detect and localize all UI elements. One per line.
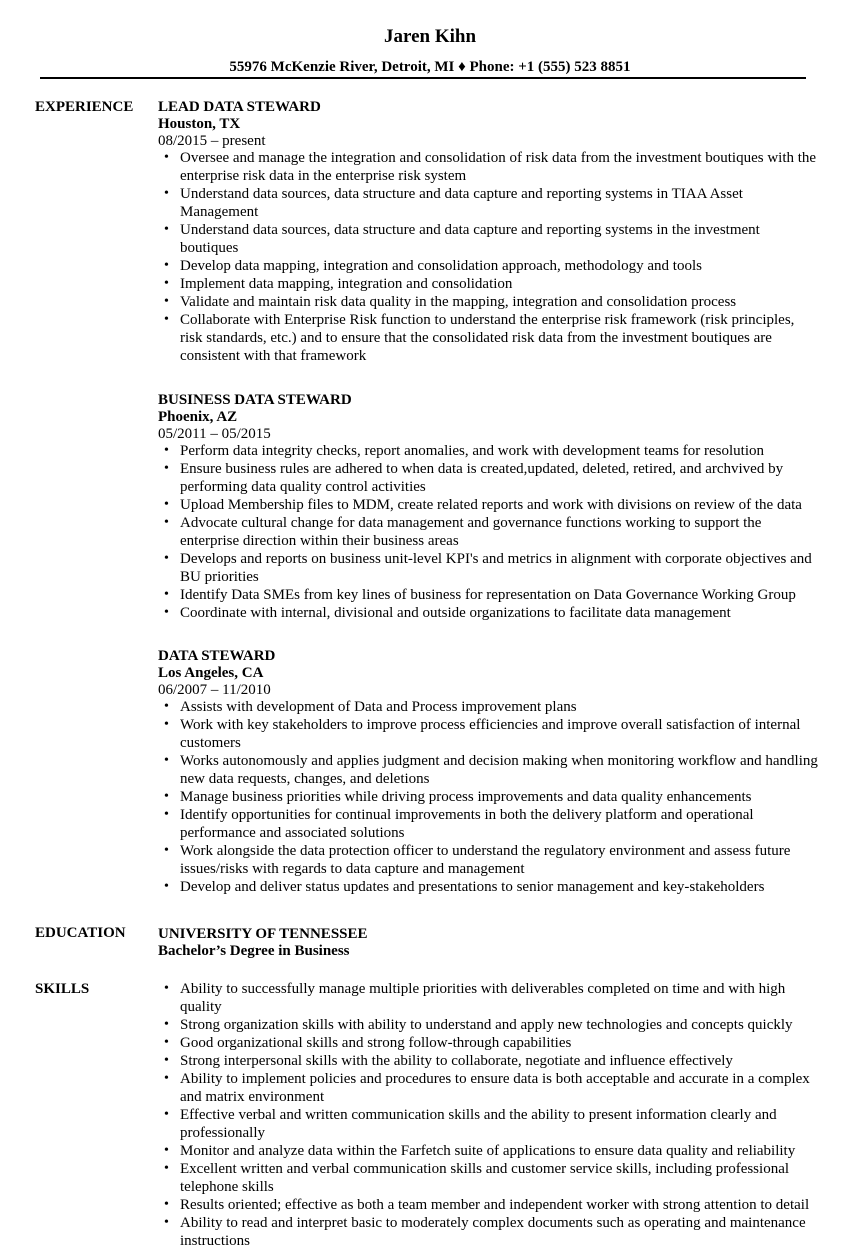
job-location: Phoenix, AZ <box>158 409 238 425</box>
job-bullets <box>158 149 818 365</box>
list-item: • Oversee and manage the integration and consolidation of risk data from the investment boutiques with the enterprise risk data in the enterprise risk system <box>158 149 818 185</box>
list-item: • Assists with development of Data and Process improvement plans <box>158 698 818 716</box>
job-title: LEAD DATA STEWARD <box>158 99 321 115</box>
list-item: • Strong interpersonal skills with the ability to collaborate, negotiate and influence effectively <box>158 1052 818 1070</box>
job-entry <box>158 98 818 365</box>
job-title: DATA STEWARD <box>158 648 276 664</box>
skills-list-block <box>158 980 818 1250</box>
list-item: • Develops and reports on business unit-level KPI's and metrics in alignment with corporate objectives and BU priorities <box>158 550 818 586</box>
list-item: • Implement data mapping, integration and consolidation <box>158 275 818 293</box>
list-item: • Effective verbal and written communication skills and the ability to present information clearly and professionally <box>158 1106 818 1142</box>
list-item: • Identify Data SMEs from key lines of business for representation on Data Governance Working Group <box>158 586 818 604</box>
list-item: • Understand data sources, data structure and data capture and reporting systems in TIAA Asset Management <box>158 185 818 221</box>
job-location: Los Angeles, CA <box>158 665 264 681</box>
list-item: • Advocate cultural change for data management and governance functions working to support the enterprise direction within their business areas <box>158 514 818 550</box>
list-item: • Excellent written and verbal communication skills and customer service skills, including professional telephone skills <box>158 1160 818 1196</box>
job-bullets <box>158 698 818 896</box>
list-item: • Ensure business rules are adhered to when data is created,updated, deleted, retired, and archvived by performing data quality control activities <box>158 460 818 496</box>
list-item: • Good organizational skills and strong follow-through capabilities <box>158 1034 818 1052</box>
list-item: • Work alongside the data protection officer to understand the regulatory environment and assess future issues/risks with regards to data capture and management <box>158 842 818 878</box>
list-item: • Works autonomously and applies judgment and decision making when monitoring workflow and handling new data requests, changes, and deletions <box>158 752 818 788</box>
list-item: • Upload Membership files to MDM, create related reports and work with divisions on review of the data <box>158 496 818 514</box>
list-item: • Coordinate with internal, divisional and outside organizations to facilitate data management <box>158 604 818 622</box>
section-label-skills: SKILLS <box>35 981 90 997</box>
list-item: • Work with key stakeholders to improve process efficiencies and improve overall satisfaction of internal customers <box>158 716 818 752</box>
job-dates: 06/2007 – 11/2010 <box>158 682 271 698</box>
skills-list <box>158 980 818 1250</box>
list-item: • Validate and maintain risk data quality in the mapping, integration and consolidation process <box>158 293 818 311</box>
section-label-experience: EXPERIENCE <box>35 99 134 115</box>
job-entry <box>158 647 818 896</box>
list-item: • Ability to implement policies and procedures to ensure data is both acceptable and accurate in a complex and matrix environment <box>158 1070 818 1106</box>
section-label-education: EDUCATION <box>35 925 126 941</box>
list-item: • Monitor and analyze data within the Farfetch suite of applications to ensure data quality and reliability <box>158 1142 818 1160</box>
list-item: • Develop and deliver status updates and presentations to senior management and key-stakeholders <box>158 878 818 896</box>
degree: Bachelor’s Degree in Business <box>158 943 350 959</box>
header-divider <box>40 77 806 79</box>
list-item: • Understand data sources, data structure and data capture and reporting systems in the investment boutiques <box>158 221 818 257</box>
list-item: • Results oriented; effective as both a team member and independent worker with strong attention to detail <box>158 1196 818 1214</box>
list-item: • Collaborate with Enterprise Risk function to understand the enterprise risk framework (risk principles, risk standards, etc.) and to ensure that the consolidated risk data from the investment boutiques are consistent with that framework <box>158 311 818 365</box>
list-item: • Develop data mapping, integration and consolidation approach, methodology and tools <box>158 257 818 275</box>
job-bullets <box>158 442 818 622</box>
job-dates: 08/2015 – present <box>158 133 266 149</box>
candidate-name: Jaren Kihn <box>383 26 477 47</box>
list-item: • Manage business priorities while driving process improvements and data quality enhancements <box>158 788 818 806</box>
list-item: • Strong organization skills with ability to understand and apply new technologies and concepts quickly <box>158 1016 818 1034</box>
school-name: UNIVERSITY OF TENNESSEE <box>158 926 368 942</box>
list-item: • Ability to read and interpret basic to moderately complex documents such as operating and maintenance instructions <box>158 1214 818 1250</box>
job-title: BUSINESS DATA STEWARD <box>158 392 352 408</box>
education-entry <box>158 925 818 960</box>
contact-line: 55976 McKenzie River, Detroit, MI ♦ Phone: +1 (555) 523 8851 <box>229 59 631 75</box>
job-location: Houston, TX <box>158 116 241 132</box>
list-item: • Perform data integrity checks, report anomalies, and work with development teams for resolution <box>158 442 818 460</box>
job-dates: 05/2011 – 05/2015 <box>158 426 271 442</box>
list-item: • Ability to successfully manage multiple priorities with deliverables completed on time and with high quality <box>158 980 818 1016</box>
job-entry <box>158 391 818 622</box>
list-item: • Identify opportunities for continual improvements in both the delivery platform and operational performance and associated solutions <box>158 806 818 842</box>
